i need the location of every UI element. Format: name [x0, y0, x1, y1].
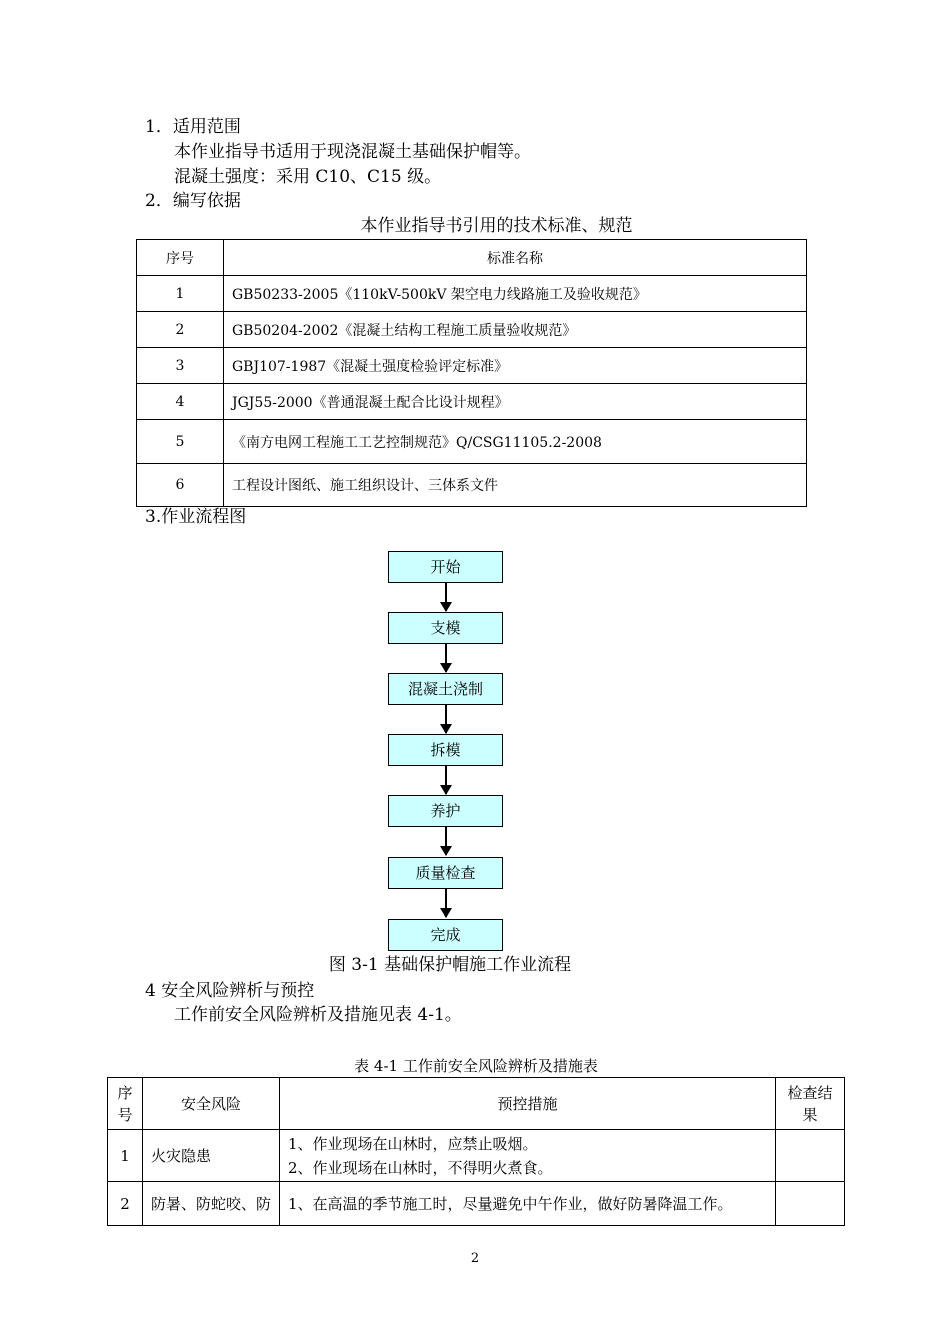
flow-arrow — [445, 766, 447, 794]
cell-measures — [280, 1130, 776, 1182]
section-1-paragraph-2: 混凝土强度：采用 C10、C15 级。 — [174, 167, 442, 187]
flow-step-formwork: 支模 — [388, 612, 503, 644]
table-row — [137, 464, 807, 507]
cell-number: 2 — [108, 1182, 143, 1226]
cell-risk: 火灾隐患 — [143, 1130, 280, 1182]
header-cell-name: 标准名称 — [224, 240, 807, 276]
standards-table — [136, 239, 807, 507]
flow-step-pouring: 混凝土浇制 — [388, 673, 503, 705]
table-row — [108, 1130, 845, 1182]
table-row — [137, 420, 807, 464]
section-4-paragraph: 工作前安全风险辨析及措施见表 4-1。 — [174, 1005, 462, 1025]
table-row — [108, 1182, 845, 1226]
flow-step-curing: 养护 — [388, 795, 503, 827]
section-1-heading: 1．适用范围 — [145, 117, 241, 137]
cell-risk: 防暑、防蛇咬、防 — [143, 1182, 280, 1226]
cell-number: 5 — [137, 420, 224, 464]
flow-step-inspection: 质量检查 — [388, 857, 503, 889]
cell-number: 4 — [137, 384, 224, 420]
section-3-heading: 3.作业流程图 — [145, 507, 247, 527]
table-row — [137, 276, 807, 312]
table-row — [137, 312, 807, 348]
measure-item: 2、作业现场在山林时，不得明火煮食。 — [288, 1158, 553, 1177]
cell-number: 1 — [137, 276, 224, 312]
cell-number: 3 — [137, 348, 224, 384]
header-cell-result: 检查结 果 — [776, 1078, 845, 1130]
flow-step-start: 开始 — [388, 551, 503, 583]
table-header-row — [108, 1078, 845, 1130]
page-number: 2 — [470, 1251, 480, 1266]
cell-result — [776, 1130, 845, 1182]
measure-item: 1、在高温的季节施工时，尽量避免中午作业，做好防暑降温工作。 — [288, 1195, 733, 1213]
flow-arrow — [445, 583, 447, 611]
table-row — [137, 348, 807, 384]
header-cell-number: 序 号 — [108, 1078, 143, 1130]
risk-table — [107, 1077, 845, 1226]
cell-standard: JGJ55-2000《普通混凝土配合比设计规程》 — [224, 384, 807, 420]
cell-number: 1 — [108, 1130, 143, 1182]
flow-step-complete: 完成 — [388, 919, 503, 951]
section-4-heading: 4 安全风险辨析与预控 — [145, 981, 315, 1001]
flowchart-caption: 图 3-1 基础保护帽施工作业流程 — [328, 955, 572, 975]
cell-standard: 工程设计图纸、施工组织设计、三体系文件 — [224, 464, 807, 507]
risk-table-caption: 表 4-1 工作前安全风险辨析及措施表 — [354, 1057, 598, 1075]
header-cell-risk: 安全风险 — [143, 1078, 280, 1130]
flow-step-stripping: 拆模 — [388, 734, 503, 766]
cell-standard: GBJ107-1987《混凝土强度检验评定标准》 — [224, 348, 807, 384]
cell-number: 6 — [137, 464, 224, 507]
flow-arrow — [445, 705, 447, 733]
cell-standard: GB50204-2002《混凝土结构工程施工质量验收规范》 — [224, 312, 807, 348]
cell-standard: 《南方电网工程施工工艺控制规范》Q/CSG11105.2-2008 — [224, 420, 807, 464]
table-header-row — [137, 240, 807, 276]
flow-arrow — [445, 889, 447, 917]
header-cell-number: 序号 — [137, 240, 224, 276]
cell-result — [776, 1182, 845, 1226]
header-cell-measures: 预控措施 — [280, 1078, 776, 1130]
measure-item: 1、作业现场在山林时，应禁止吸烟。 — [288, 1134, 538, 1153]
flow-arrow — [445, 827, 447, 855]
table-row — [137, 384, 807, 420]
section-2-heading: 2．编写依据 — [145, 191, 241, 211]
cell-number: 2 — [137, 312, 224, 348]
section-1-paragraph-1: 本作业指导书适用于现浇混凝土基础保护帽等。 — [174, 142, 531, 162]
flow-arrow — [445, 644, 447, 672]
cell-measures — [280, 1182, 776, 1226]
standards-table-caption: 本作业指导书引用的技术标准、规范 — [360, 216, 633, 236]
cell-standard: GB50233-2005《110kV-500kV 架空电力线路施工及验收规范》 — [224, 276, 807, 312]
